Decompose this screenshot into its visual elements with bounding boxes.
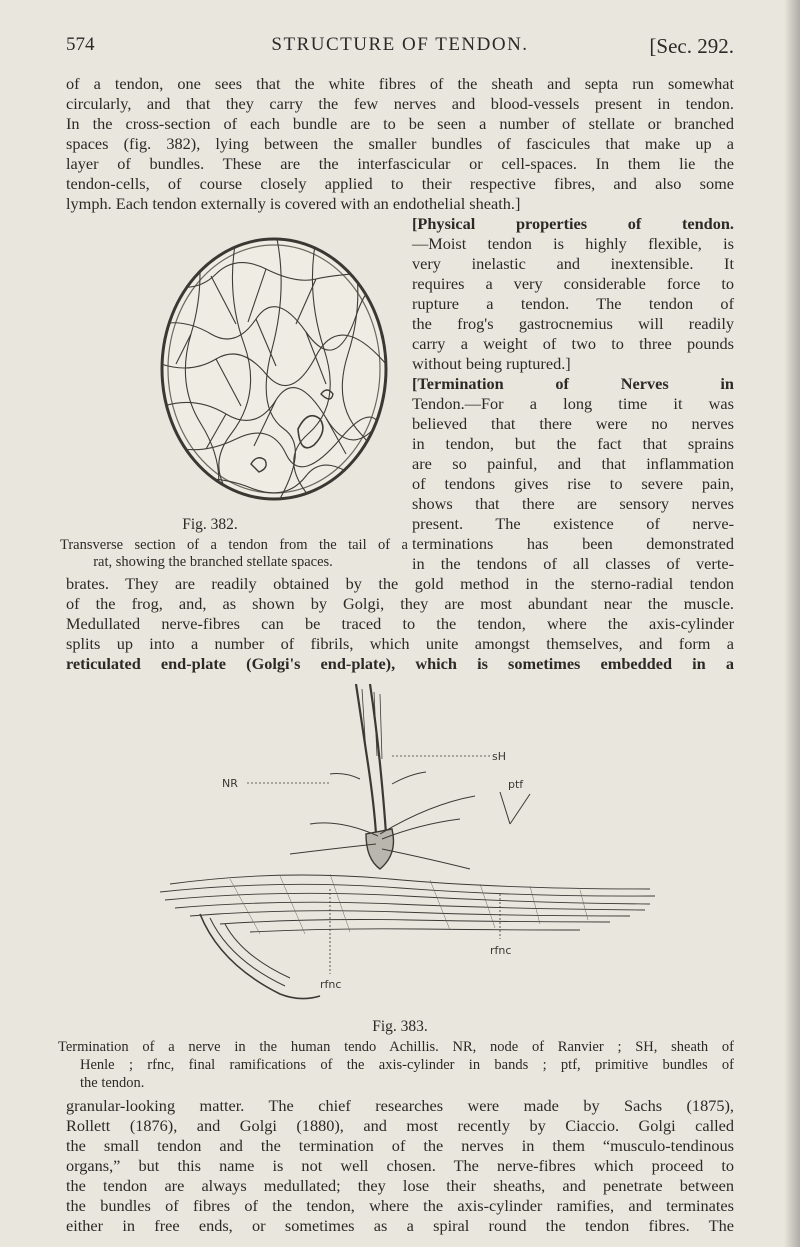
text-line: spaces (fig. 382), lying between the smaller bundles of fascicules that make up a <box>66 134 734 153</box>
text-line: In the cross-section of each bundle are to be seen a number of stellate or branched <box>66 114 734 133</box>
text-line: requires a very considerable force to <box>412 274 734 293</box>
termination-heading: [Termination of Nerves in <box>412 374 734 393</box>
text-line: layer of bundles. These are the interfascicular or cell-spaces. In them lie the <box>66 154 734 173</box>
text-line: the bundles of fibres of the tendon, where the axis-cylinder ramifies, and terminates <box>66 1196 734 1215</box>
text-line: tendon-cells, of course closely applied to their respective fibres, and also some <box>66 174 734 193</box>
fig-382-caption: rat, showing the branched stellate spaces. <box>93 554 333 570</box>
text-line: shows that there are sensory nerves <box>412 494 734 513</box>
fig-383-label: Fig. 383. <box>372 1018 428 1035</box>
fig-382-tendon-cross-section <box>156 224 396 524</box>
text-line: the tendon are always medullated; they lose their sheaths, and penetrate between <box>66 1176 734 1195</box>
text-line: the frog's gastrocnemius will readily <box>412 314 734 333</box>
running-title: STRUCTURE OF TENDON. <box>271 34 529 55</box>
label-sh: sH <box>492 750 507 763</box>
text-line: terminations has been demonstrated <box>412 534 734 553</box>
text-line: rupture a tendon. The tendon of <box>412 294 734 313</box>
page-edge-shadow <box>784 0 800 1247</box>
page-number: 574 <box>66 34 95 55</box>
text-line: in the tendons of all classes of verte- <box>412 554 734 573</box>
text-line: brates. They are readily obtained by the gold method in the sterno-radial tendon <box>66 574 734 593</box>
text-line: —Moist tendon is highly flexible, is <box>412 234 734 253</box>
text-line: without being ruptured.] <box>412 354 571 373</box>
text-line: lymph. Each tendon externally is covered with an endothelial sheath.] <box>66 194 521 213</box>
text-line: granular-looking matter. The chief researches were made by Sachs (1875), <box>66 1096 734 1115</box>
text-line: Tendon.—For a long time it was <box>412 394 734 413</box>
text-line: Medullated nerve-fibres can be traced to the tendon, where the axis-cylinder <box>66 614 734 633</box>
fig-383-caption: Termination of a nerve in the human tendo Achillis. NR, node of Ranvier ; SH, sheath of <box>58 1039 734 1055</box>
text-line: carry a weight of two to three pounds <box>412 334 734 353</box>
fig-382-label: Fig. 382. <box>182 516 238 533</box>
text-line: organs,” but this name is not well chosen. The nerve-fibres which proceed to <box>66 1156 734 1175</box>
running-header <box>66 34 734 58</box>
fig-383-nerve-termination <box>130 684 680 1019</box>
fig-383-caption: the tendon. <box>80 1075 145 1091</box>
text-line: very inelastic and inextensible. It <box>412 254 734 273</box>
text-line: of the frog, and, as shown by Golgi, they are most abundant near the muscle. <box>66 594 734 613</box>
text-line: circularly, and that they carry the few nerves and blood-vessels present in tendon. <box>66 94 734 113</box>
fig-383-caption: Henle ; rfnc, final ramifications of the axis-cylinder in bands ; ptf, primitive bundles of <box>80 1057 734 1073</box>
physical-properties-heading: [Physical properties of tendon. <box>412 214 734 233</box>
text-line: believed that there were no nerves <box>412 414 734 433</box>
label-rfnc-left: rfnc <box>320 978 342 991</box>
label-nr: NR <box>222 777 238 790</box>
label-rfnc-right: rfnc <box>490 944 512 957</box>
text-line: in tendon, but the fact that sprains <box>412 434 734 453</box>
text-line: reticulated end-plate (Golgi's end-plate), which is sometimes embedded in a <box>66 654 734 673</box>
text-line: of tendons gives rise to severe pain, <box>412 474 734 493</box>
text-line: either in free ends, or sometimes as a spiral round the tendon fibres. The <box>66 1216 734 1235</box>
text-line: present. The existence of nerve- <box>412 514 734 533</box>
section-marker: [Sec. 292. <box>649 34 734 58</box>
text-line: Rollett (1876), and Golgi (1880), and most recently by Ciaccio. Golgi called <box>66 1116 734 1135</box>
text-line: the small tendon and the termination of the nerves in them “musculo-tendinous <box>66 1136 734 1155</box>
text-line: of a tendon, one sees that the white fibres of the sheath and septa run somewhat <box>66 74 734 93</box>
label-ptf: ptf <box>508 778 524 791</box>
fig-382-caption: Transverse section of a tendon from the tail of a <box>60 537 408 553</box>
text-line: splits up into a number of fibrils, which unite amongst themselves, and form a <box>66 634 734 653</box>
text-line: are so painful, and that inflammation <box>412 454 734 473</box>
